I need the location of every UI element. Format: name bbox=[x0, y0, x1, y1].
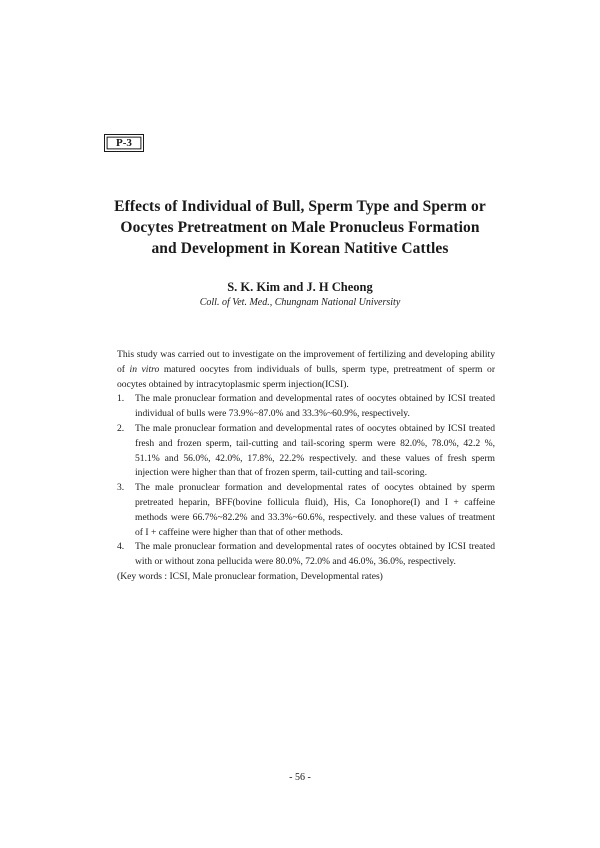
paper-title bbox=[60, 196, 540, 259]
result-item bbox=[117, 540, 495, 570]
title-line: and Development in Korean Natitive Cattles bbox=[151, 240, 449, 257]
result-number: 1. bbox=[117, 393, 125, 405]
keywords: (Key words : ICSI, Male pronuclear formation, Developmental rates) bbox=[117, 570, 383, 582]
result-item bbox=[117, 422, 495, 481]
result-number: 4. bbox=[117, 541, 125, 553]
affiliation: Coll. of Vet. Med., Chungnam National University bbox=[199, 297, 401, 308]
results-list bbox=[117, 392, 495, 570]
result-number: 3. bbox=[117, 482, 125, 494]
title-line: Oocytes Pretreatment on Male Pronucleus Formation bbox=[120, 219, 480, 236]
poster-id-label: P-3 bbox=[104, 134, 144, 152]
result-text: The male pronuclear formation and developmental rates of oocytes obtained by ICSI treated with or without zona pellucida were 80.0%, 72.0% and 46.0%, 36.0%, respectively. bbox=[135, 541, 495, 568]
intro-text: This study was carried out to investigate on the improvement of fertilizing and developing ability of bbox=[117, 349, 495, 375]
result-text: The male pronuclear formation and developmental rates of oocytes obtained by ICSI treated fresh and frozen sperm, tail-cutting and tail-scoring sperm were 82.0%, 78.0%, 42.2 %, 51.1% and 56.0%, 42.0%, 17.8%, 22.2% respectively. and these values of fresh sperm injection were higher than that of frozen sperm, tail-cutting and tail-scoring. bbox=[135, 422, 495, 479]
abstract bbox=[117, 348, 495, 585]
result-item bbox=[117, 392, 495, 422]
title-line: Effects of Individual of Bull, Sperm Type and Sperm or bbox=[114, 198, 486, 215]
intro-text: matured oocytes from individuals of bulls, sperm type, pretreatment of sperm or oocytes obtained by intracytoplasmic sperm injection(ICSI). bbox=[117, 363, 496, 390]
result-number: 2. bbox=[117, 422, 125, 434]
abstract-intro bbox=[117, 348, 495, 392]
intro-italic: in vitro bbox=[129, 363, 160, 375]
result-text: The male pronuclear formation and developmental rates of oocytes obtained by sperm pretreated heparin, BFF(bovine follicula fluid), His, Ca Ionophore(I) and I + caffeine methods were 66.7%~82.2% and 33.3%~60.6%, respectively. and these values of treatment of I + caffeine were higher than that of other methods. bbox=[135, 482, 495, 538]
authors: S. K. Kim and J. H Cheong bbox=[227, 280, 373, 294]
result-text: The male pronuclear formation and developmental rates of oocytes obtained by ICSI treated individual of bulls were 73.9%~87.0% and 33.3%~60.9%, respectively. bbox=[135, 393, 495, 420]
page-number: - 56 - bbox=[289, 772, 311, 783]
result-item bbox=[117, 481, 495, 540]
